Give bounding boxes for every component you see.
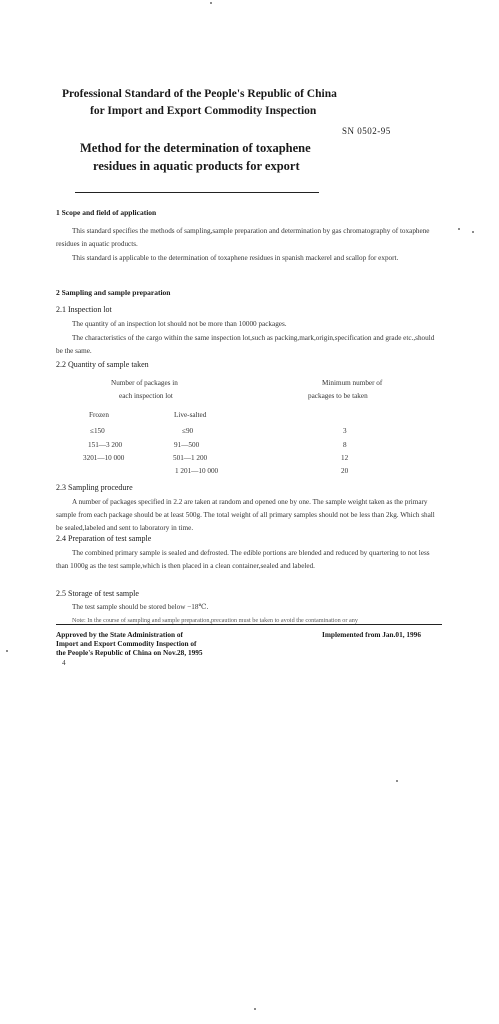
section-2-5-paragraph: The test sample should be stored below −18℃. [72,603,209,611]
section-1-paragraph-2: This standard is applicable to the determination of toxaphene residues in spanish mackerel and scallop for export. [72,254,399,262]
title-rule [75,192,319,193]
section-2-heading: 2 Sampling and sample preparation [56,288,171,297]
footer-rule [56,624,442,625]
table-row-3-live: 501—1 200 [173,454,208,462]
table-sub-frozen: Frozen [89,411,109,419]
table-row-4-min: 20 [341,467,349,475]
header-line-2: for Import and Export Commodity Inspection [90,105,317,117]
table-row-2-min: 8 [343,441,347,449]
implemented-date: Implemented from Jan.01, 1996 [322,630,421,639]
page-number: 4 [62,659,66,667]
section-1-paragraph-1: This standard specifies the methods of sampling,sample preparation and determination by gas chromatography of toxaphene residues in aquatic products. [56,227,430,248]
table-sub-live: Live-salted [174,411,207,419]
section-2-1-heading: 2.1 Inspection lot [56,305,112,314]
table-col1-head-line2: each inspection lot [119,392,173,400]
approved-line-1: Approved by the State Administration of [56,630,183,639]
table-row-1-min: 3 [343,427,347,435]
scan-speck [458,228,460,230]
scan-speck [472,231,474,233]
approved-line-2: Import and Export Commodity Inspection of [56,639,197,648]
section-2-4-paragraph: The combined primary sample is sealed and defrosted. The edible portions are blended and reduced by quartering to not less than 1000g as the test sample,which is then placed in a clean container,sealed and labeled. [56,549,430,570]
table-row-1-live: ≤90 [182,427,194,435]
scan-speck [254,1008,256,1010]
table-row-3-frozen: 3201—10 000 [83,454,125,462]
table-col2-head-line1: Minimum number of [322,379,383,387]
scan-speck [6,650,8,652]
table-row-2-live: 91—500 [174,441,200,449]
title-line-1: Method for the determination of toxaphene [80,141,311,155]
standard-number: SN 0502-95 [342,126,391,136]
section-2-1-paragraph-1: The quantity of an inspection lot should not be more than 10000 packages. [72,320,287,328]
note-text: Note: In the course of sampling and sample preparation,precaution must be taken to avoid the contamination or any [72,617,358,624]
section-2-5-heading: 2.5 Storage of test sample [56,589,139,598]
header-line-1: Professional Standard of the People's Republic of China [62,88,337,100]
table-col2-head-line2: packages to be taken [308,392,368,400]
section-2-1-paragraph-2: The characteristics of the cargo within the same inspection lot,such as packing,mark,origin,specification and grade etc.,should be the same. [56,334,435,355]
scan-speck [210,2,212,4]
section-2-3-paragraph: A number of packages specified in 2.2 are taken at random and opened one by one. The sample weight taken as the primary sample from each package should be at least 500g. The total weight of all primary samples should not be less than 2kg. Which shall be sealed,labeled and sent to laboratory in time. [56,498,435,532]
section-2-4-heading: 2.4 Preparation of test sample [56,534,152,543]
table-row-2-frozen: 151—3 200 [88,441,123,449]
table-col1-head-line1: Number of packages in [111,379,178,387]
title-line-2: residues in aquatic products for export [93,159,300,173]
approved-line-3: the People's Republic of China on Nov.28, 1995 [56,648,203,657]
scan-speck [396,780,398,782]
section-2-3-heading: 2.3 Sampling procedure [56,483,133,492]
table-row-3-min: 12 [341,454,349,462]
section-2-2-heading: 2.2 Quantity of sample taken [56,360,149,369]
section-1-heading: 1 Scope and field of application [56,208,157,217]
table-row-4-live: 1 201—10 000 [175,467,219,475]
table-row-1-frozen: ≤150 [90,427,105,435]
